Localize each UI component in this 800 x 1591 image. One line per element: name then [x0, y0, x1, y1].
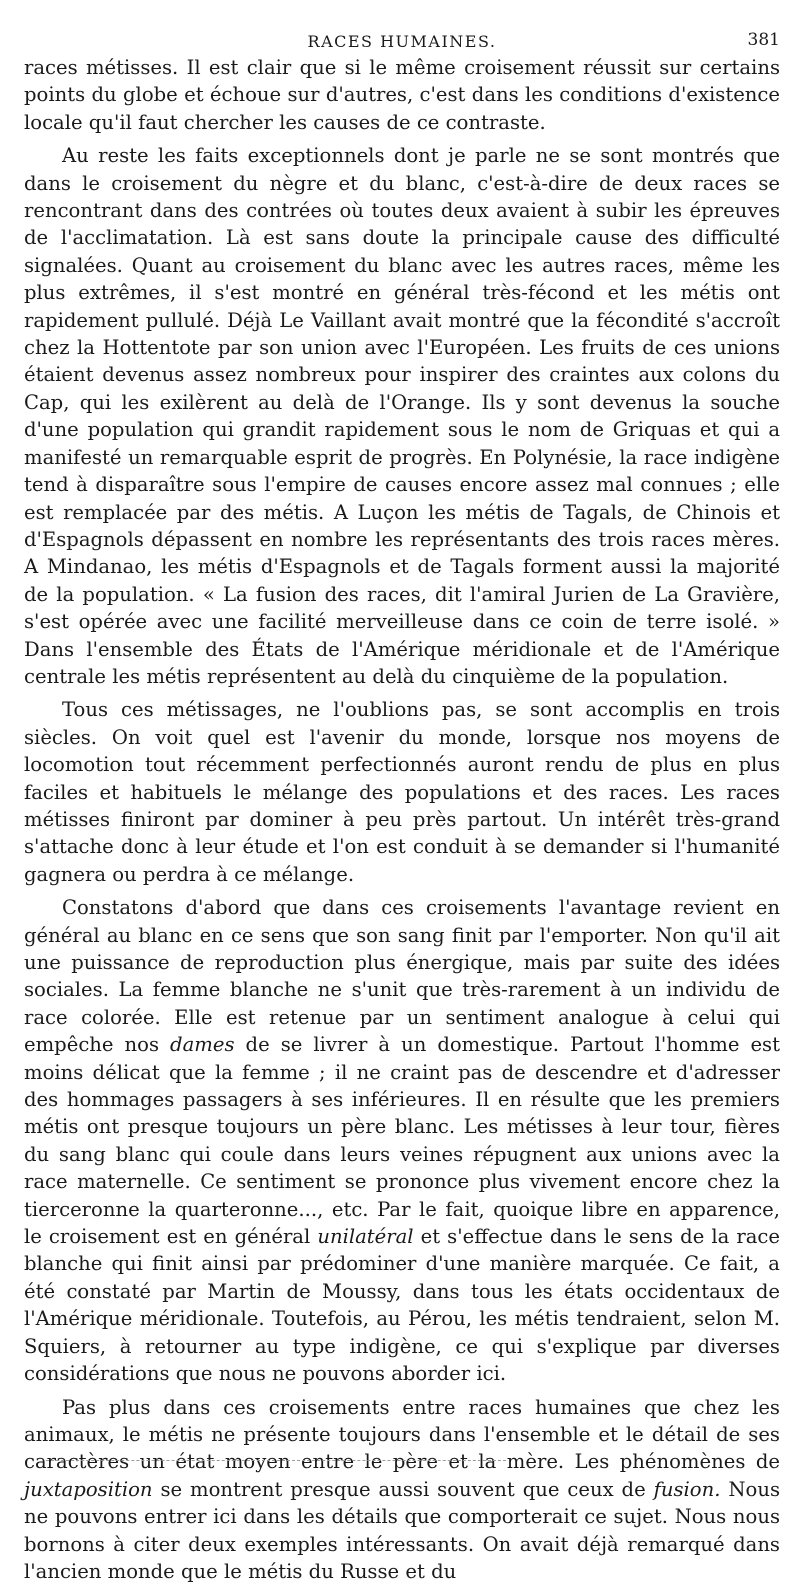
italic-word-juxtaposition: juxtaposition: [24, 1477, 153, 1501]
page-number: 381: [747, 30, 780, 50]
italic-word-fusion: fusion.: [653, 1477, 721, 1501]
paragraph-5-part-2: se montrent presque aussi souvent que ceux de: [152, 1477, 654, 1501]
running-head: [24, 20, 780, 54]
paragraph-4-part-1: Constatons d'abord que dans ces croisements l'avantage revient en général au blanc en ce sens que son sang finit par l'emporter. Non qu'il ait une puissance de reproduction plus énergique, mais par suite des idées sociales. La femme blanche ne s'unit que très-rarement à un individu de race colorée. Elle est retenue par un sentiment analogue à celui qui empêche nos: [24, 896, 780, 1057]
paragraph-1: races métisses. Il est clair que si le même croisement réussit sur certains points du globe et échoue sur d'autres, c'est dans les conditions d'existence locale qu'il faut chercher les causes de ce contraste.: [24, 56, 780, 134]
paragraph-5: [24, 1394, 780, 1586]
paragraph-5-part-3: Nous ne pouvons entrer ici dans les détails que comporterait ce sujet. Nous nous bornons à citer deux exemples intéressants. On avait déjà remarqué dans l'ancien monde que le métis du Russe et du: [24, 1477, 780, 1583]
paragraph-3: Tous ces métissages, ne l'oublions pas, se sont accomplis en trois siècles. On voit quel est l'avenir du monde, lorsque nos moyens de locomotion tout récemment perfectionnés auront rendu de plus en plus faciles et habituels le mélange des populations et des races. Les races métisses finiront par dominer à peu près partout. Un intérêt très-grand s'attache donc à leur étude et l'on est conduit à se demander si l'humanité gagnera ou perdra à ce mélange.: [24, 698, 780, 886]
book-page: [24, 20, 780, 1591]
paragraph-4-part-2: de se livrer à un domestique. Partout l'homme est moins délicat que la femme ; il ne craint pas de descendre et d'adresser des hommages passagers à ses inférieures. Il en résulte que les premiers métis ont presque toujours un père blanc. Les métisses à leur tour, fières du sang blanc qui coule dans leurs veines répugnent aux unions avec la race maternelle. Ce sentiment se prononce plus vivement encore chez la tierceronne la quarteronne..., etc. Par le fait, quoique libre en apparence, le croisement est en général: [24, 1033, 780, 1249]
running-title: RACES HUMAINES.: [307, 32, 497, 51]
footer-rule: [46, 1460, 506, 1461]
paragraph-5-part-1: Pas plus dans ces croisements entre races humaines que chez les animaux, le métis ne présente toujours dans l'ensemble et le détail de ses caractères un état moyen entre le père et la mère. Les phénomènes de: [24, 1395, 780, 1474]
paragraph-4: [24, 894, 780, 1387]
italic-word-unilateral: unilatéral: [317, 1225, 414, 1249]
paragraph-2: Au reste les faits exceptionnels dont je parle ne se sont montrés que dans le croisement du nègre et du blanc, c'est-à-dire de deux races se rencontrant dans des contrées où toutes deux avaient à subir les épreuves de l'acclimatation. Là est sans doute la principale cause des difficulté signalées. Quant au croisement du blanc avec les autres races, même les plus extrêmes, il s'est montré en général très-fécond et les métis ont rapidement pullulé. Déjà Le Vaillant avait montré que la fécondité s'accroît chez la Hottentote par son union avec l'Européen. Les fruits de ces unions étaient devenus assez nombreux pour inspirer des craintes aux colons du Cap, qui les exilèrent au delà de l'Orange. Ils y sont devenus la souche d'une population qui grandit rapidement sous le nom de Griquas et qui a manifesté un remarquable esprit de progrès. En Polynésie, la race indigène tend à disparaître sous l'empire de causes encore assez mal connues ; elle est remplacée par des métis. A Luçon les métis de Tagals, de Chinois et d'Espagnols dépassent en nombre les représentants des trois races mères. A Mindanao, les métis d'Espagnols et de Tagals forment aussi la majorité de la population. « La fusion des races, dit l'amiral Jurien de La Gravière, s'est opérée avec une facilité merveilleuse dans ce coin de terre isolé. » Dans l'ensemble des États de l'Amérique méridionale et de l'Amérique centrale les métis représentent au delà du cinquième de la population.: [24, 144, 780, 688]
body-text: [24, 54, 780, 1585]
italic-word-dames: dames: [170, 1033, 235, 1057]
paragraph-4-part-3: et s'effectue dans le sens de la race blanche qui finit ainsi par prédominer d'une manière marquée. Ce fait, a été constaté par Martin de Moussy, dans tous les états occidentaux de l'Amérique méridionale. Toutefois, au Pérou, les métis tendraient, selon M. Squiers, à retourner au type indigène, ce qui s'explique par diverses considérations que nous ne pouvons aborder ici.: [24, 1225, 780, 1386]
